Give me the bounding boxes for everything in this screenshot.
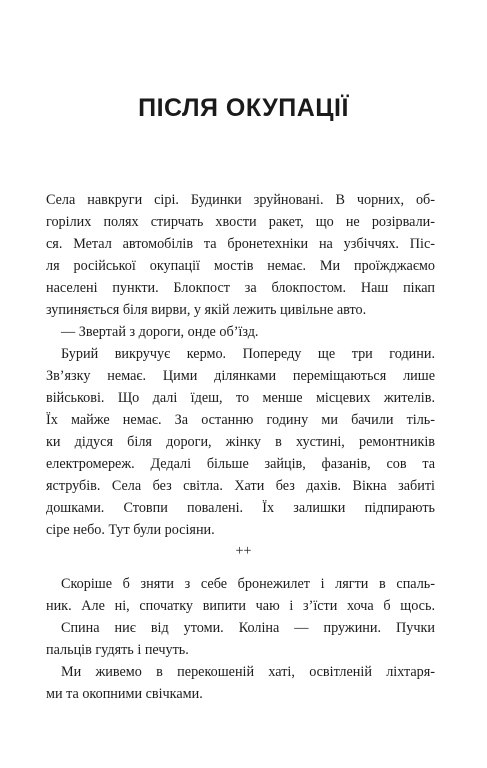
text-line: Спина ниє від утоми. Коліна — пружини. Пучки	[61, 620, 435, 636]
text-line: зупиняється біля вирви, у якій лежить цивільне авто.	[46, 302, 367, 318]
text-line: Їх майже немає. За останню годину ми бачили тіль-	[46, 412, 435, 428]
text-line: електромереж. Дедалі більше зайців, фазанів, сов та	[46, 456, 435, 472]
text-line: ки дідуся біля дороги, жінку в хустині, ремонтників	[46, 434, 435, 450]
text-line: Бурий викручує кермо. Попереду ще три години.	[61, 346, 435, 362]
text-line: ми та окопними свічками.	[46, 686, 203, 702]
text-line: ник. Але ні, спочатку випити чаю і з’їсти хоча б щось.	[46, 598, 435, 614]
text-line: Ми живемо в перекошеній хаті, освітленій ліхтаря-	[61, 664, 435, 680]
text-line: Скоріше б зняти з себе бронежилет і лягти в спаль-	[61, 576, 435, 592]
section-1-text	[46, 189, 435, 541]
text-line: населені пункти. Блокпост за блокпостом. Наш пікап	[46, 280, 435, 296]
text-line: ля російської окупації мостів немає. Ми проїжджаємо	[46, 258, 435, 274]
text-line: — Звертай з дороги, онде об’їзд.	[61, 324, 259, 340]
text-line: Села навкруги сірі. Будинки зруйновані. В чорних, об-	[46, 192, 435, 208]
text-line: яструбів. Села без світла. Хати без дахів. Вікна забиті	[46, 478, 435, 494]
chapter-title: ПІСЛЯ ОКУПАЦІЇ	[138, 94, 349, 122]
text-line: Зв’язку немає. Цими ділянками переміщаються лише	[46, 368, 435, 384]
text-line: пальців гудять і печуть.	[46, 642, 189, 658]
text-line: ся. Метал автомобілів та бронетехніки на узбіччях. Піс-	[46, 236, 435, 252]
section-separator: ++	[235, 543, 252, 559]
section-2-text	[46, 573, 435, 705]
text-line: сіре небо. Тут були росіяни.	[46, 522, 215, 538]
text-line: військові. Що далі їдеш, то менше місцевих жителів.	[46, 390, 435, 406]
text-line: горілих полях стирчать хвости ракет, що не розірвали-	[46, 214, 435, 230]
text-line: дошками. Стовпи повалені. Їх залишки підпирають	[46, 500, 435, 516]
